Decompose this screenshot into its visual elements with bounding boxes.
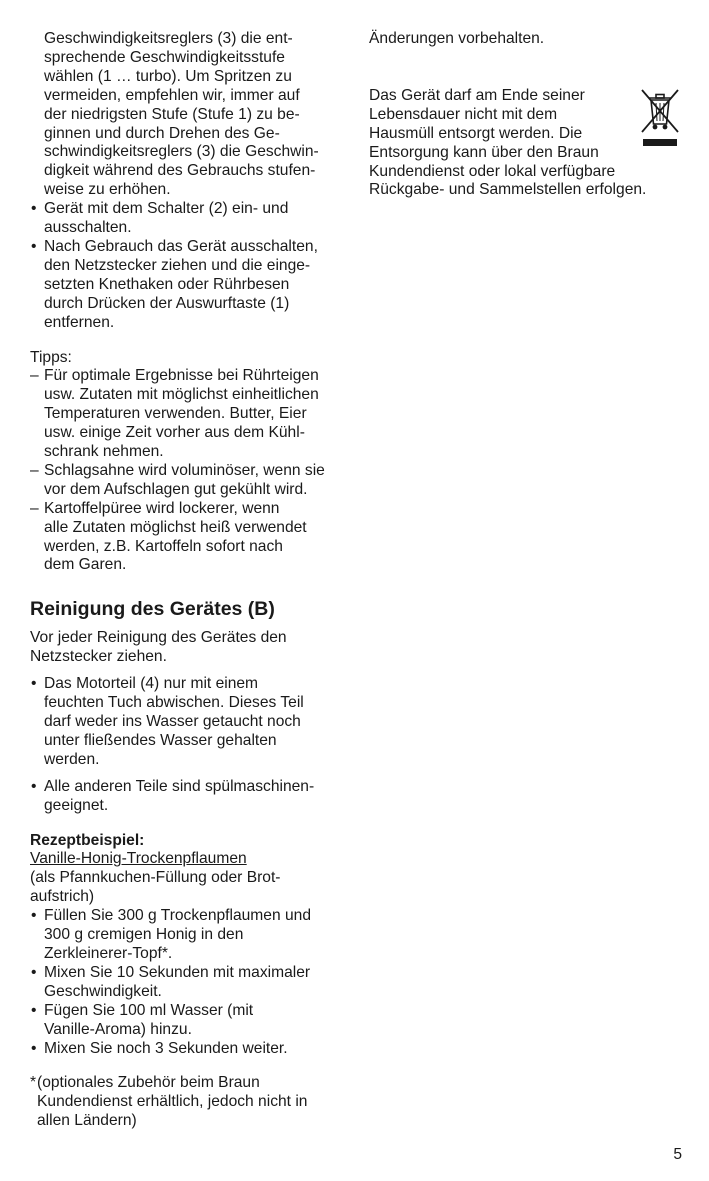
text-line: aufstrich) xyxy=(30,888,95,906)
text-line: alle Zutaten möglichst heiß verwendet xyxy=(44,518,307,536)
text-line: – Schlagsahne wird voluminöser, wenn sie xyxy=(44,461,325,479)
text-line: • Mixen Sie noch 3 Sekunden weiter. xyxy=(44,1039,288,1057)
text-line: Temperaturen verwenden. Butter, Eier xyxy=(44,405,307,423)
text-line: Entsorgung kann über den Braun xyxy=(369,143,599,161)
list-item xyxy=(30,200,348,238)
text-line: • Gerät mit dem Schalter (2) ein- und xyxy=(44,200,289,218)
text-line: dem Garen. xyxy=(44,556,127,574)
recipe-step xyxy=(30,964,348,1002)
text-line: ginnen und durch Drehen des Ge- xyxy=(44,124,280,142)
text-line: usw. einige Zeit vorher aus dem Kühl- xyxy=(44,424,305,442)
text-line: entfernen. xyxy=(44,313,115,331)
text-line: allen Ländern) xyxy=(37,1112,137,1130)
tip-item xyxy=(30,367,348,462)
recipe-title: Vanille-Honig-Trockenpflaumen xyxy=(30,850,247,868)
text-line: • Füllen Sie 300 g Trockenpflaumen und xyxy=(44,907,311,925)
text-line: Geschwindigkeit. xyxy=(44,982,162,1000)
text-line: setzten Knethaken oder Rührbesen xyxy=(44,275,290,293)
text-line: – Für optimale Ergebnisse bei Rührteigen xyxy=(44,367,319,385)
text-line: • Fügen Sie 100 ml Wasser (mit xyxy=(44,1001,254,1019)
text-line: Hausmüll entsorgt werden. Die xyxy=(369,124,583,142)
text-line: Vor jeder Reinigung des Gerätes den xyxy=(30,629,287,647)
left-column xyxy=(30,30,348,1131)
text-line: schwindigkeitsreglers (3) die Geschwin- xyxy=(44,143,319,161)
recipe-step xyxy=(30,1040,348,1059)
recipe-step xyxy=(30,1002,348,1040)
recipe-label: Rezeptbeispiel: xyxy=(30,831,145,849)
text-line: Zerkleinerer-Topf*. xyxy=(44,944,173,962)
crossed-out-wheelie-bin-icon xyxy=(640,88,680,148)
recipe-step xyxy=(30,907,348,964)
tips-label: Tipps: xyxy=(30,348,72,366)
changes-notice: Änderungen vorbehalten. xyxy=(369,30,545,47)
text-line: vermeiden, empfehlen wir, immer auf xyxy=(44,86,300,104)
text-line: den Netzstecker ziehen und die einge- xyxy=(44,256,311,274)
tip-item xyxy=(30,462,348,500)
text-line: wählen (1 … turbo). Um Spritzen zu xyxy=(44,67,292,85)
text-line: durch Drücken der Auswurftaste (1) xyxy=(44,294,290,312)
text-line: vor dem Aufschlagen gut gekühlt wird. xyxy=(44,480,308,498)
text-line: sprechende Geschwindigkeitsstufe xyxy=(44,48,285,66)
text-line: Rückgabe- und Sammelstellen erfolgen. xyxy=(369,181,647,199)
text-line: geeignet. xyxy=(44,796,109,814)
list-item xyxy=(30,675,348,770)
text-line: Kundendienst erhältlich, jedoch nicht in xyxy=(37,1093,308,1111)
text-line: Kundendienst oder lokal verfügbare xyxy=(369,162,616,180)
text-line: – Kartoffelpüree wird lockerer, wenn xyxy=(44,499,280,517)
text-line: Geschwindigkeitsreglers (3) die ent- xyxy=(44,30,293,47)
text-line: Das Gerät darf am Ende seiner xyxy=(369,86,585,104)
text-line: • Das Motorteil (4) nur mit einem xyxy=(44,675,259,693)
text-line: • Alle anderen Teile sind spülmaschinen- xyxy=(44,777,315,795)
text-line: feuchten Tuch abwischen. Dieses Teil xyxy=(44,694,304,712)
text-line: werden, z.B. Kartoffeln sofort nach xyxy=(44,537,283,555)
text-line: schrank nehmen. xyxy=(44,443,164,461)
text-line: darf weder ins Wasser getaucht noch xyxy=(44,713,301,730)
footnote xyxy=(30,1074,348,1131)
intro-paragraph xyxy=(30,30,348,200)
text-line: digkeit während des Gebrauchs stufen- xyxy=(44,162,316,180)
text-line: Vanille-Aroma) hinzu. xyxy=(44,1020,192,1038)
tip-item xyxy=(30,500,348,576)
list-item xyxy=(30,238,348,333)
text-line: unter fließendes Wasser gehalten xyxy=(44,731,277,749)
text-line: der niedrigsten Stufe (Stufe 1) zu be- xyxy=(44,105,300,123)
page-number: 5 xyxy=(673,1146,682,1163)
text-line: Netzstecker ziehen. xyxy=(30,648,167,666)
recipe-note xyxy=(30,869,348,907)
text-line: • Mixen Sie 10 Sekunden mit maximaler xyxy=(44,963,311,981)
text-line: * (optionales Zubehör beim Braun xyxy=(37,1074,260,1092)
text-line: Lebensdauer nicht mit dem xyxy=(369,105,558,123)
text-line: werden. xyxy=(44,750,100,768)
text-line: ausschalten. xyxy=(44,219,132,237)
text-line: 300 g cremigen Honig in den xyxy=(44,926,244,944)
text-line: usw. Zutaten mit möglichst einheitlichen xyxy=(44,386,319,404)
section-heading-cleaning: Reinigung des Gerätes (B) xyxy=(30,598,275,621)
text-line: • Nach Gebrauch das Gerät ausschalten, xyxy=(44,237,318,255)
text-line: weise zu erhöhen. xyxy=(44,181,171,199)
text-line: (als Pfannkuchen-Füllung oder Brot- xyxy=(30,869,281,887)
cleaning-intro xyxy=(30,629,348,667)
list-item xyxy=(30,778,348,816)
